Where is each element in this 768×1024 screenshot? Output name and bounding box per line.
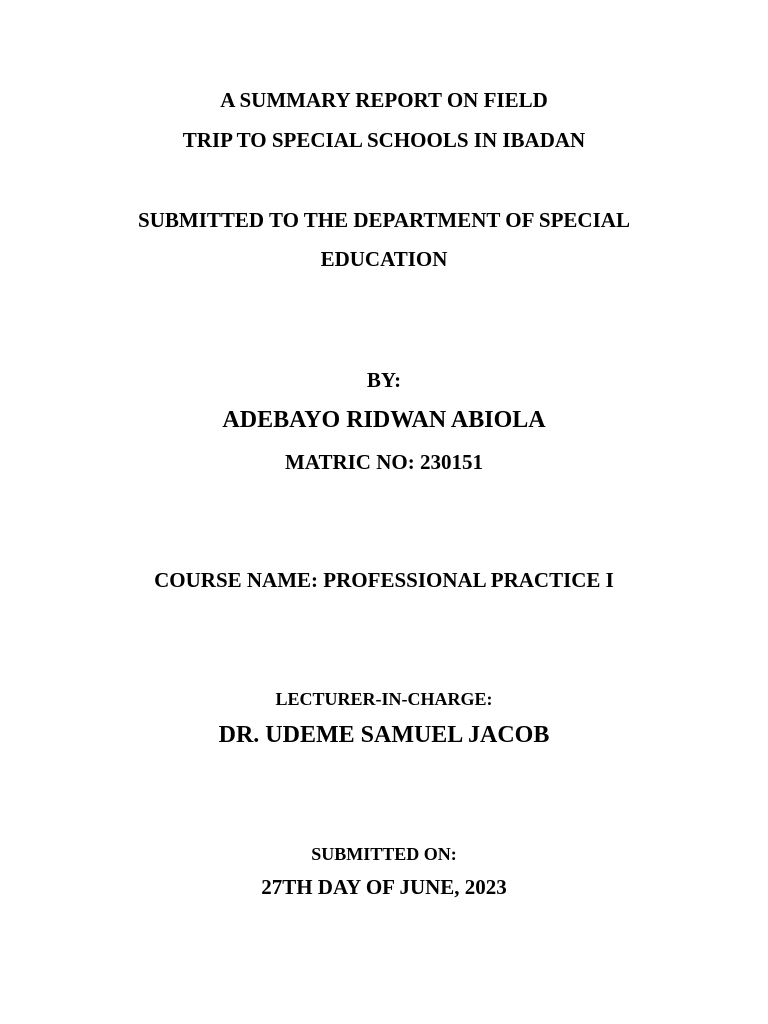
submitted-to-line-1: SUBMITTED TO THE DEPARTMENT OF SPECIAL (138, 208, 630, 232)
matric-number: MATRIC NO: 230151 (285, 450, 483, 474)
lecturer-label: LECTURER-IN-CHARGE: (275, 689, 493, 709)
course-name: COURSE NAME: PROFESSIONAL PRACTICE I (154, 568, 614, 592)
submitted-to-line-2: EDUCATION (320, 247, 448, 271)
lecturer-name: DR. UDEME SAMUEL JACOB (218, 722, 550, 748)
author-name: ADEBAYO RIDWAN ABIOLA (222, 407, 546, 433)
by-label: BY: (366, 368, 402, 392)
report-title-line-2: TRIP TO SPECIAL SCHOOLS IN IBADAN (182, 128, 586, 152)
submitted-on-date: 27TH DAY OF JUNE, 2023 (261, 875, 507, 899)
submitted-on-label: SUBMITTED ON: (311, 844, 457, 864)
report-title-line-1: A SUMMARY REPORT ON FIELD (220, 88, 548, 112)
